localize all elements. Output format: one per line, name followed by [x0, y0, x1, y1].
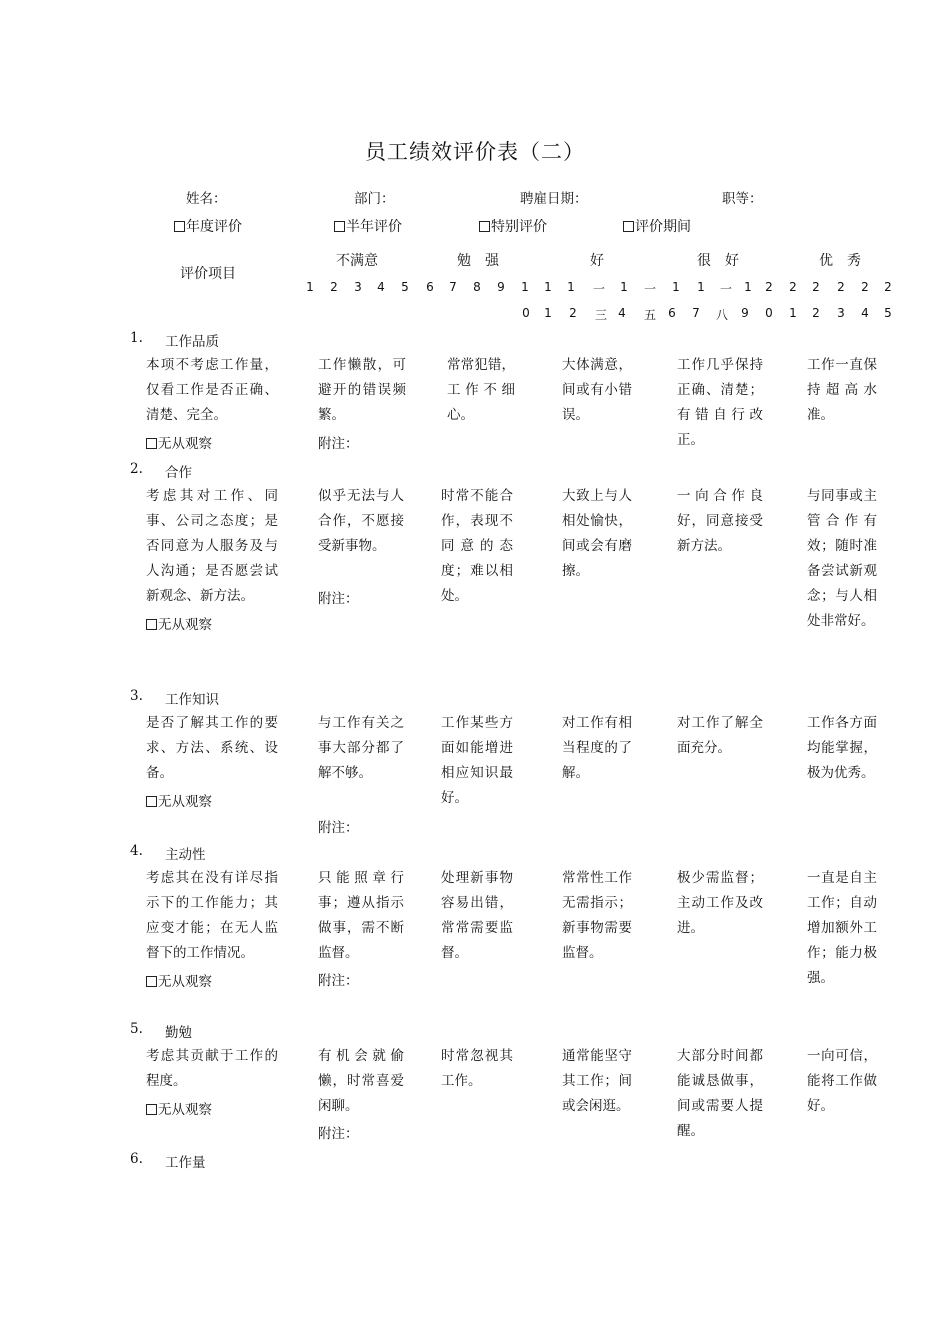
section-3-no-observation[interactable]: 无从观察 [146, 790, 212, 810]
checkbox-icon[interactable] [479, 221, 490, 232]
section-3-level-3: 对工作有相当程度的了解。 [562, 715, 632, 781]
score-number: 4 [861, 306, 869, 320]
hire-date-field-label: 聘雇日期： [520, 191, 588, 207]
section-5-level-2: 时常忽视其工作。 [441, 1048, 513, 1089]
scale-excellent: 优 秀 [819, 253, 861, 269]
score-number: 1 [697, 280, 705, 294]
section-1-level-1: 工作懒散，可避开的错误频繁。 [318, 357, 406, 423]
half-year-review-option[interactable]: 半年评价 [334, 216, 402, 236]
score-number: 1 [306, 280, 314, 294]
score-number: 1 [521, 280, 529, 294]
section-1-level-3: 大体满意，间或有小错误。 [562, 357, 632, 423]
section-1-no-observation[interactable]: 无从观察 [146, 432, 212, 452]
score-number: 7 [692, 306, 700, 320]
score-number: 2 [861, 280, 869, 294]
section-4-level-4: 极少需监督；主动工作及改进。 [677, 870, 763, 936]
section-1-description: 本项不考虑工作量，仅看工作是否正确、清楚、完全。 [146, 357, 278, 423]
score-number: 8 [473, 280, 481, 294]
score-number: 3 [354, 280, 362, 294]
eval-item-header: 评价项目 [180, 266, 236, 282]
checkbox-icon[interactable] [334, 221, 345, 232]
section-4-note: 附注： [318, 973, 359, 989]
checkbox-icon[interactable] [146, 1104, 157, 1115]
section-3-note: 附注： [318, 820, 359, 836]
section-2-note: 附注： [318, 591, 359, 607]
section-5-level-3: 通常能坚守其工作；间或会闲逛。 [562, 1048, 632, 1114]
section-5-note: 附注： [318, 1126, 359, 1142]
section-5-description: 考虑其贡献于工作的程度。 [146, 1048, 278, 1089]
score-number: 五 [643, 308, 656, 322]
section-3-heading: 3. 工作知识 [130, 688, 219, 708]
score-number: 1 [567, 280, 575, 294]
scale-unsatisfactory: 不满意 [336, 253, 378, 269]
section-1-heading: 1. 工作品质 [130, 330, 219, 350]
score-number: 1 [544, 306, 552, 320]
checkbox-icon[interactable] [623, 221, 634, 232]
section-1-note: 附注： [318, 436, 359, 452]
checkbox-icon[interactable] [146, 796, 157, 807]
checkbox-icon[interactable] [146, 619, 157, 630]
section-3-description: 是否了解其工作的要求、方法、系统、设备。 [146, 715, 278, 781]
review-period-option[interactable]: 评价期间 [623, 216, 691, 236]
section-2-level-5: 与同事或主管合作有效；随时准备尝试新观念；与人相处非常好。 [807, 488, 877, 629]
score-number: 9 [741, 306, 749, 320]
score-number: 0 [522, 306, 530, 320]
score-number: 9 [497, 280, 505, 294]
section-3-level-2: 工作某些方面如能增进相应知识最好。 [441, 715, 513, 806]
score-number: 2 [765, 280, 773, 294]
section-2-level-4: 一向合作良好，同意接受新方法。 [677, 488, 763, 554]
section-4-no-observation[interactable]: 无从观察 [146, 970, 212, 990]
checkbox-icon[interactable] [174, 221, 185, 232]
section-5-no-observation[interactable]: 无从观察 [146, 1098, 212, 1118]
score-number: 6 [668, 306, 676, 320]
score-number: 1 [672, 280, 680, 294]
score-number: 三 [594, 308, 607, 322]
section-4-heading: 4. 主动性 [130, 843, 206, 863]
page-title: 员工绩效评价表（二） [365, 140, 585, 164]
score-number: 八 [715, 308, 728, 322]
score-number: 5 [401, 280, 409, 294]
section-2-level-1: 似乎无法与人合作，不愿接受新事物。 [318, 488, 404, 554]
score-number: 4 [618, 306, 626, 320]
score-number: 1 [620, 280, 628, 294]
score-number: 1 [744, 280, 752, 294]
section-1-level-4: 工作几乎保持正确、清楚；有错自行改正。 [677, 357, 763, 448]
name-field-label: 姓名： [186, 191, 227, 207]
section-1-level-2: 常常犯错，工作不细心。 [447, 357, 515, 423]
annual-review-option[interactable]: 年度评价 [174, 216, 242, 236]
section-4-level-1: 只能照章行事；遵从指示做事，需不断监督。 [318, 870, 404, 961]
section-3-level-4: 对工作了解全面充分。 [677, 715, 763, 756]
position-field-label: 职等： [722, 191, 763, 207]
checkbox-icon[interactable] [146, 976, 157, 987]
score-number: 2 [330, 280, 338, 294]
score-number: 3 [837, 306, 845, 320]
scale-barely: 勉 强 [457, 253, 499, 269]
section-2-level-3: 大致上与人相处愉快，间或会有磨擦。 [562, 488, 632, 579]
score-number: 2 [569, 306, 577, 320]
section-4-level-3: 常常性工作无需指示；新事物需要监督。 [562, 870, 632, 961]
section-4-level-5: 一直是自主工作；自动增加额外工作；能力极强。 [807, 870, 877, 986]
score-number: 0 [765, 306, 773, 320]
section-6-heading: 6. 工作量 [130, 1151, 206, 1171]
score-number: 4 [377, 280, 385, 294]
scale-good: 好 [590, 253, 604, 269]
section-5-level-1: 有机会就偷懒，时常喜爱闲聊。 [318, 1048, 404, 1114]
score-number: 5 [884, 306, 892, 320]
scale-very-good: 很 好 [697, 253, 739, 269]
score-number: 一 [592, 282, 605, 296]
section-5-level-4: 大部分时间都能诚恳做事，间或需要人提醒。 [677, 1048, 763, 1139]
section-3-level-5: 工作各方面均能掌握，极为优秀。 [807, 715, 877, 781]
department-field-label: 部门： [354, 191, 395, 207]
score-number: 2 [812, 280, 820, 294]
section-4-description: 考虑其在没有详尽指示下的工作能力；其应变才能；在无人监督下的工作情况。 [146, 870, 278, 961]
score-number: 2 [837, 280, 845, 294]
score-number: 1 [789, 306, 797, 320]
checkbox-icon[interactable] [146, 438, 157, 449]
section-2-heading: 2. 合作 [130, 461, 192, 481]
section-2-level-2: 时常不能合作，表现不同意的态度；难以相处。 [441, 488, 513, 604]
score-number: 6 [426, 280, 434, 294]
section-1-level-5: 工作一直保持超高水准。 [807, 357, 877, 423]
section-4-level-2: 处理新事物容易出错，常常需要监督。 [441, 870, 513, 961]
section-5-heading: 5. 勤勉 [130, 1021, 192, 1041]
score-number: 7 [449, 280, 457, 294]
section-5-level-5: 一向可信，能将工作做好。 [807, 1048, 877, 1114]
score-number: 一 [643, 282, 656, 296]
section-2-no-observation[interactable]: 无从观察 [146, 613, 212, 633]
score-number: 1 [544, 280, 552, 294]
score-number: 一 [719, 282, 732, 296]
section-3-level-1: 与工作有关之事大部分都了解不够。 [318, 715, 404, 781]
score-number: 2 [812, 306, 820, 320]
score-number: 2 [789, 280, 797, 294]
section-2-description: 考虑其对工作、同事、公司之态度；是否同意为人服务及与人沟通；是否愿尝试新观念、新方法。 [146, 488, 278, 604]
score-number: 2 [884, 280, 892, 294]
special-review-option[interactable]: 特别评价 [479, 216, 547, 236]
